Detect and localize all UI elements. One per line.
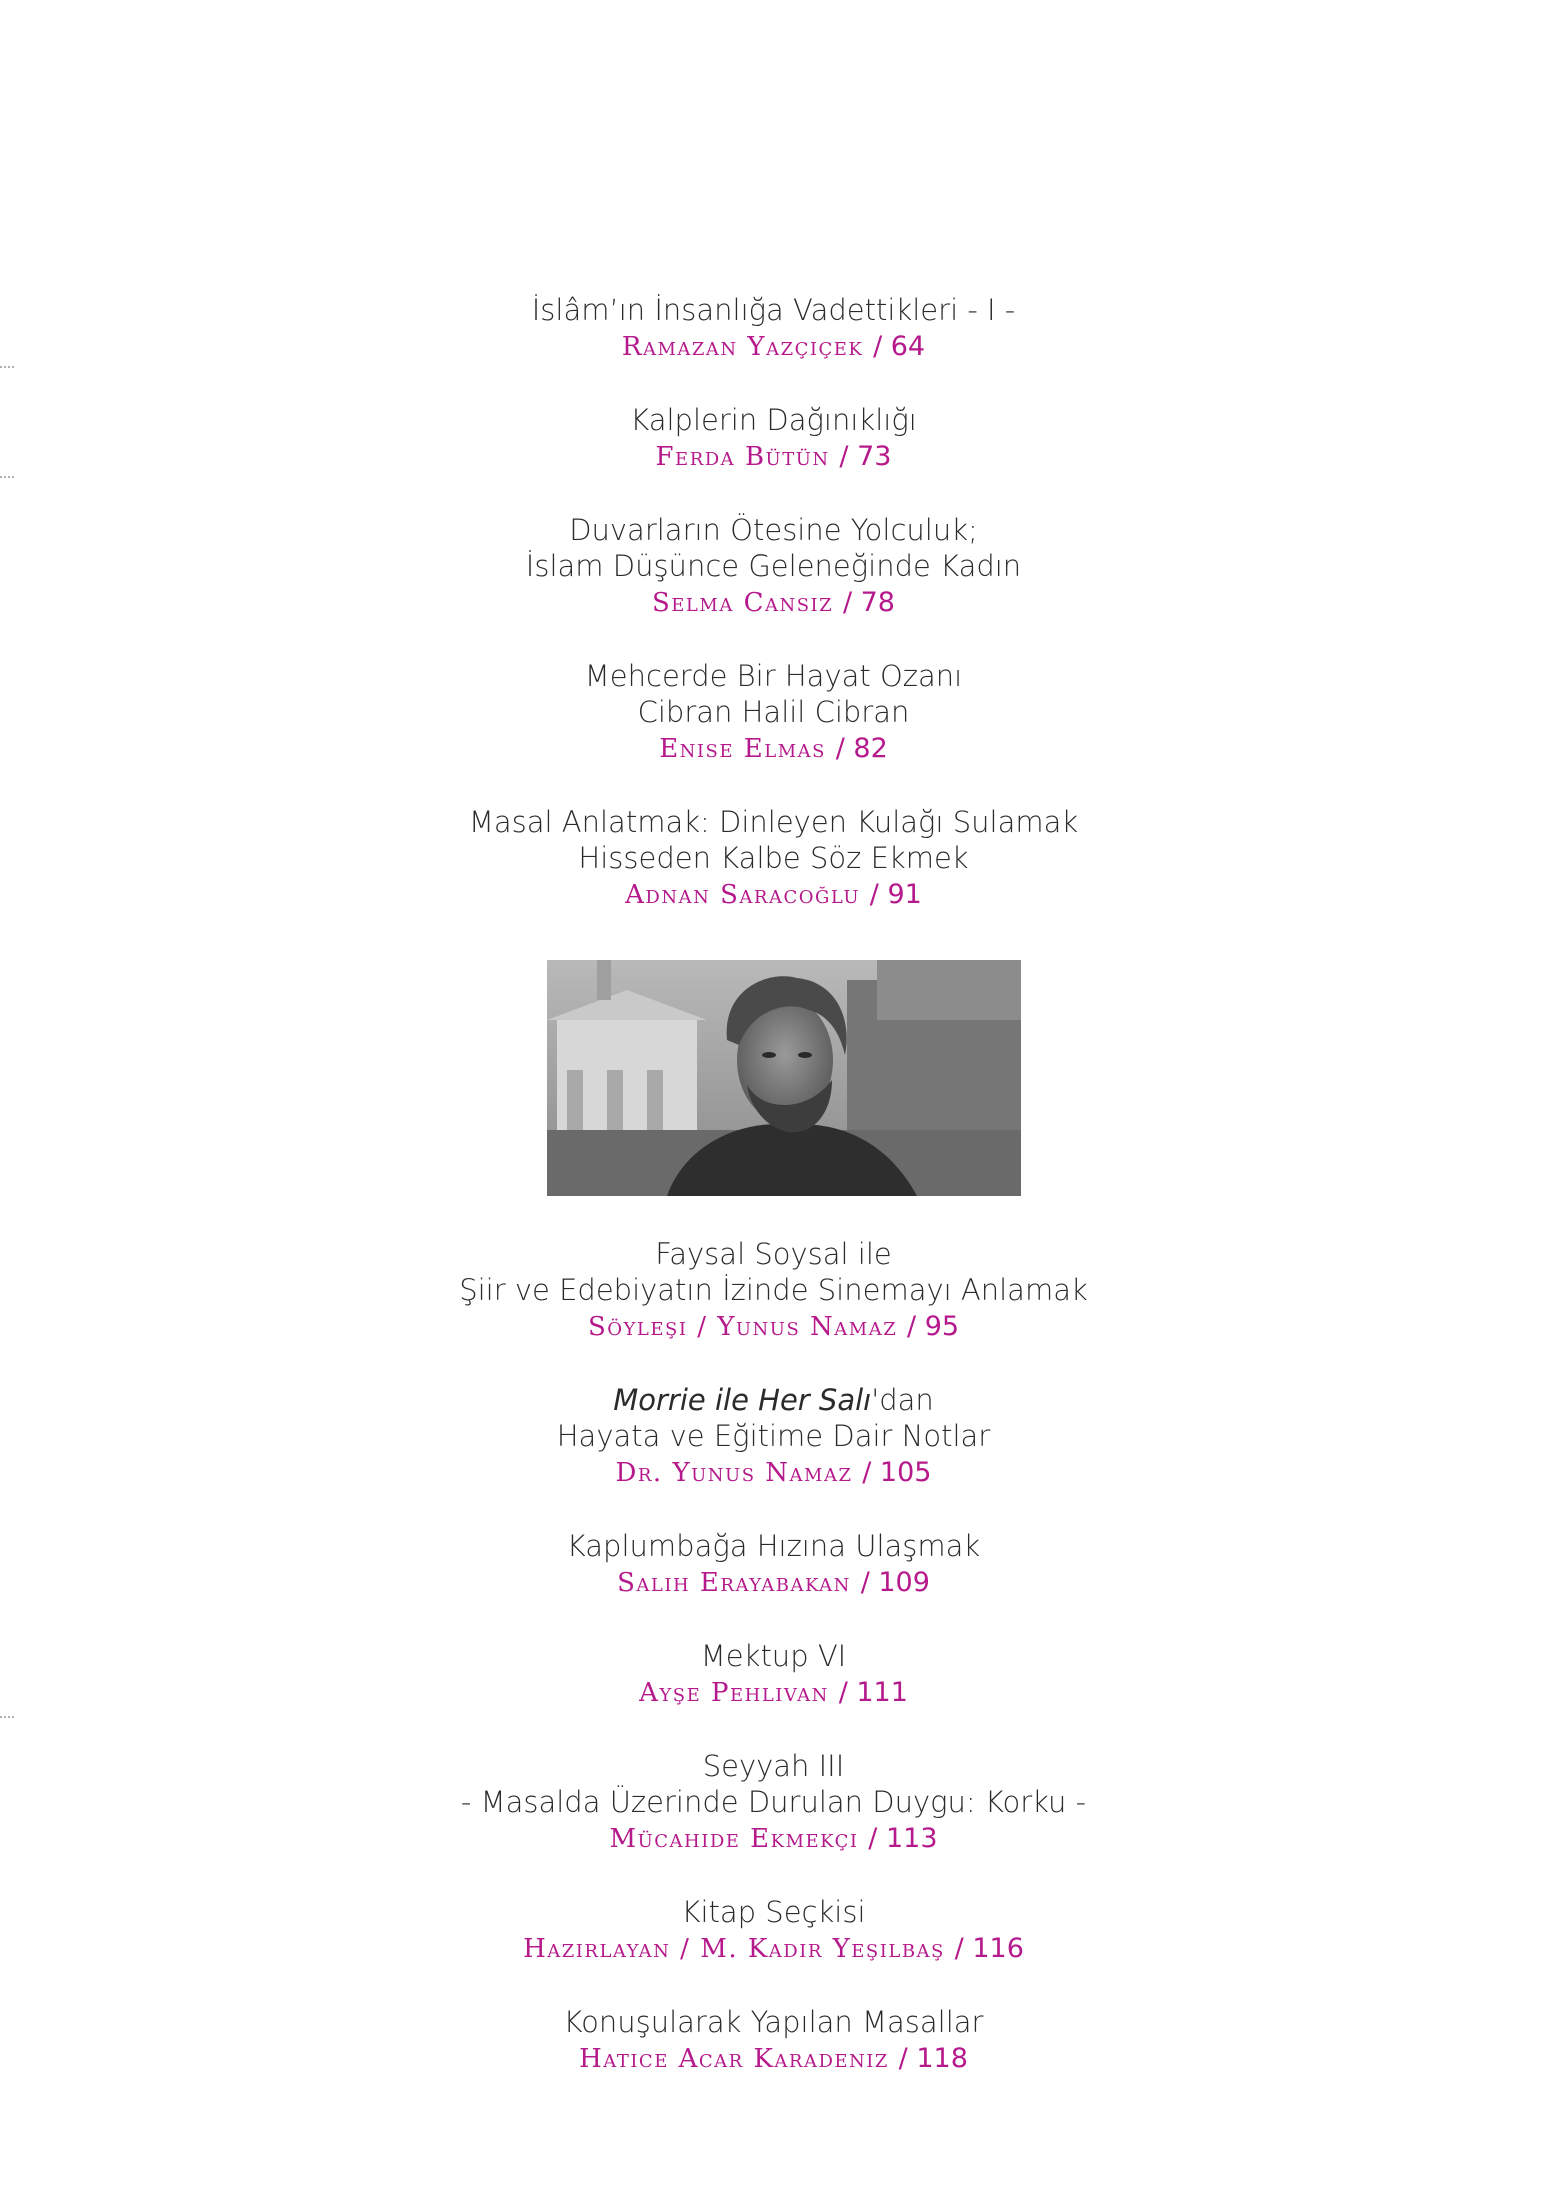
entry-author: Mücahide Ekmekçi / 113: [609, 1823, 938, 1854]
entry-title: Faysal Soysal ile: [655, 1237, 892, 1271]
entry-page-number: / 95: [907, 1311, 960, 1342]
entry-page-number: / 78: [842, 587, 895, 618]
entry-author: Salih Erayabakan / 109: [617, 1567, 930, 1598]
entry-title: Duvarların Ötesine Yolculuk;: [569, 513, 978, 547]
entry-title: Konuşularak Yapılan Masallar: [563, 2005, 984, 2039]
entry-author: Selma Cansız / 78: [651, 587, 895, 618]
entry-page-number: / 82: [835, 733, 888, 764]
entry-author: Ayşe Pehlivan / 111: [639, 1677, 908, 1708]
toc-entry[interactable]: [0, 2004, 1547, 2078]
entry-author: Dr. Yunus Namaz / 105: [615, 1457, 932, 1488]
entry-page-number: / 73: [839, 441, 892, 472]
entry-page-number: / 116: [954, 1933, 1024, 1964]
toc-entry[interactable]: [0, 658, 1547, 768]
entry-author: Adnan Saracoğlu / 91: [625, 879, 922, 910]
entry-author: Ferda Bütün / 73: [655, 441, 892, 472]
entry-page-number: / 91: [869, 879, 922, 910]
toc-entry[interactable]: [0, 804, 1547, 914]
entry-page-number: / 111: [838, 1677, 908, 1708]
entry-author: Söyleşi / Yunus Namaz / 95: [587, 1311, 960, 1342]
entry-title: Kalplerin Dağınıklığı: [630, 403, 917, 437]
toc-entry[interactable]: [0, 512, 1547, 622]
toc-entry[interactable]: [0, 1894, 1547, 1968]
entry-title: Hisseden Kalbe Söz Ekmek: [578, 841, 969, 875]
entry-page-number: / 113: [868, 1823, 938, 1854]
toc-entry[interactable]: [0, 1638, 1547, 1712]
entry-title: Hayata ve Eğitime Dair Notlar: [556, 1419, 991, 1453]
entry-title: Morrie ile Her Salı'dan: [613, 1383, 934, 1417]
interview-portrait-photo: [547, 960, 1021, 1196]
entry-title: Masal Anlatmak: Dinleyen Kulağı Sulamak: [468, 805, 1079, 839]
toc-entry[interactable]: [0, 292, 1547, 366]
entry-title: - Masalda Üzerinde Durulan Duygu: Korku -: [460, 1785, 1087, 1819]
entry-title-italic: Morrie ile Her Salı: [613, 1383, 872, 1417]
entry-title: Cibran Halil Cibran: [637, 695, 910, 729]
toc-entry[interactable]: [0, 1236, 1547, 1346]
entry-page-number: / 105: [862, 1457, 932, 1488]
entry-title: Kaplumbağa Hızına Ulaşmak: [566, 1529, 981, 1563]
entry-page-number: / 109: [860, 1567, 930, 1598]
toc-entry[interactable]: [0, 1528, 1547, 1602]
toc-entry[interactable]: [0, 1748, 1547, 1858]
entry-title: İslâm’ın İnsanlığa Vadettikleri - I -: [531, 293, 1016, 327]
entry-title: Şiir ve Edebiyatın İzinde Sinemayı Anlamak: [459, 1273, 1088, 1307]
entry-title: Kitap Seçkisi: [681, 1895, 866, 1929]
entry-author: Enise Elmas / 82: [659, 733, 888, 764]
contents-list-bottom: [0, 1236, 1547, 2114]
entry-author: Hatice Acar Karadeniz / 118: [579, 2043, 968, 2074]
toc-entry[interactable]: [0, 402, 1547, 476]
entry-title: Mektup VI: [700, 1639, 847, 1673]
entry-author: Ramazan Yazçiçek / 64: [621, 331, 926, 362]
contents-list-top: [0, 292, 1547, 950]
entry-author: Hazırlayan / M. Kadir Yeşilbaş / 116: [523, 1933, 1024, 1964]
entry-title: İslam Düşünce Geleneğinde Kadın: [525, 549, 1022, 583]
entry-title: Mehcerde Bir Hayat Ozanı: [584, 659, 963, 693]
entry-page-number: / 118: [898, 2043, 968, 2074]
entry-title: Seyyah III: [702, 1749, 845, 1783]
entry-page-number: / 64: [873, 331, 926, 362]
toc-entry[interactable]: [0, 1382, 1547, 1492]
